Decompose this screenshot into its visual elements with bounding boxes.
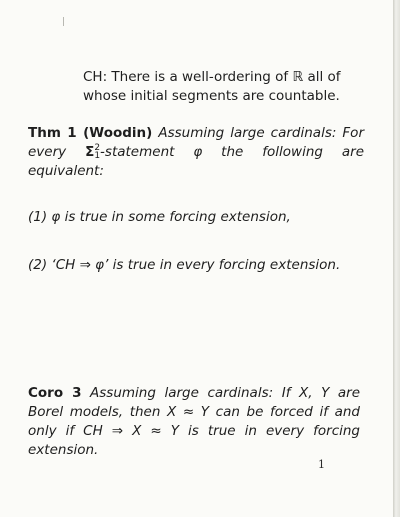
sigma-subscript: 1 bbox=[94, 151, 101, 161]
corollary-text: Assuming large cardinals: If X, Y are Borel models, then X ≈ Y can be forced if and only if CH ⇒ X ≈ Y is true in every forcing extension. bbox=[28, 385, 360, 458]
sigma-symbol: Σ bbox=[85, 144, 95, 160]
scan-mark bbox=[63, 17, 64, 26]
equivalence-item-1: (1) φ is true in some forcing extension, bbox=[28, 209, 291, 225]
sigma-superscript: 2 bbox=[94, 143, 101, 153]
ch-statement bbox=[83, 68, 373, 106]
equivalence-item-2: (2) ‘CH ⇒ φ’ is true in every forcing extension. bbox=[28, 257, 341, 273]
page-number: 1 bbox=[318, 458, 325, 471]
scan-edge bbox=[393, 0, 400, 517]
corollary-block bbox=[28, 384, 360, 460]
corollary-label: Coro 3 bbox=[28, 385, 82, 401]
ch-line-1: CH: There is a well-ordering of ℝ all of bbox=[83, 69, 341, 85]
theorem-label: Thm 1 (Woodin) bbox=[28, 125, 153, 141]
ch-line-2: whose initial segments are countable. bbox=[83, 88, 340, 104]
theorem-text-2: -statement φ the following are equivalent: bbox=[28, 144, 365, 179]
theorem-text-1: Assuming large cardinals: For every bbox=[28, 125, 364, 160]
theorem-block bbox=[28, 124, 364, 181]
